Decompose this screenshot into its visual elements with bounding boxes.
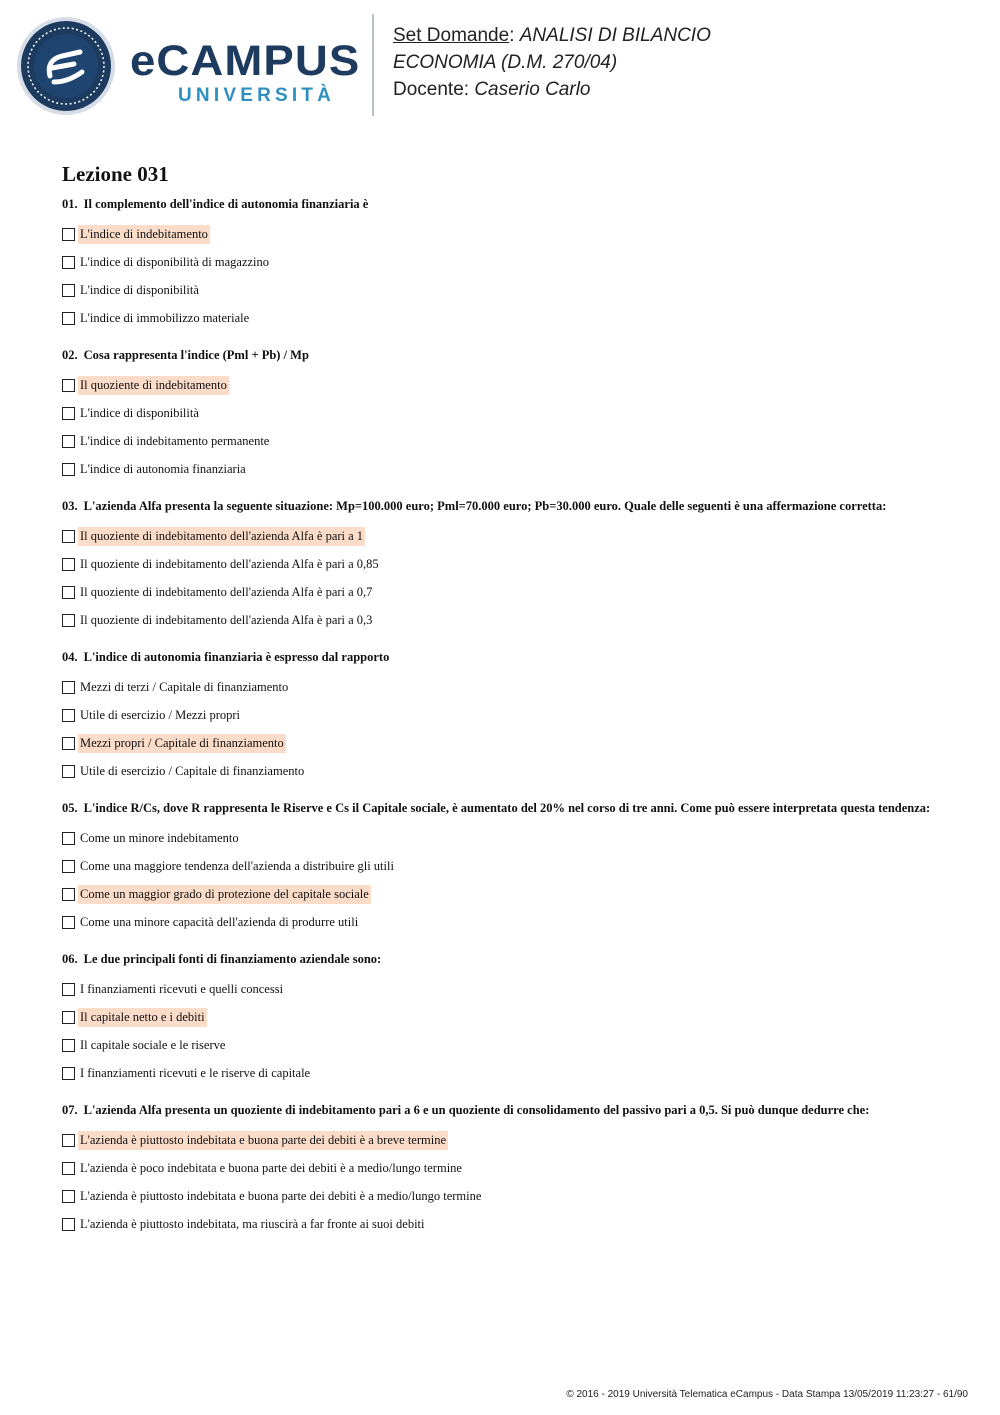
answer-option[interactable] — [62, 729, 942, 757]
answer-option[interactable] — [62, 701, 942, 729]
question-text — [62, 499, 942, 513]
answer-option[interactable] — [62, 455, 942, 483]
answer-label: L'indice di disponibilità — [80, 282, 199, 297]
question-number: 05. — [62, 801, 78, 815]
answer-option[interactable] — [62, 522, 942, 550]
answer-label: I finanziamenti ricevuti e quelli concessi — [80, 981, 284, 996]
course-line2: ECONOMIA (D.M. 270/04) — [393, 52, 618, 73]
answer-checkbox[interactable] — [62, 1190, 75, 1203]
answer-checkbox[interactable] — [62, 832, 75, 845]
answer-checkbox[interactable] — [62, 530, 75, 543]
question-prompt: L'azienda Alfa presenta un quoziente di indebitamento pari a 6 e un quoziente di consolidamento del passivo pari a 0,5. Si può dunque dedurre che: — [83, 1103, 870, 1117]
answer-option[interactable] — [62, 673, 942, 701]
question-2 — [62, 348, 942, 483]
page-footer: © 2016 - 2019 Università Telematica eCampus - Data Stampa 13/05/2019 11:23:27 - 61/90 — [566, 1389, 968, 1400]
answer-label: L'indice di indebitamento permanente — [80, 433, 270, 448]
question-prompt: Il complemento dell'indice di autonomia finanziaria è — [83, 197, 369, 211]
answer-checkbox[interactable] — [62, 1067, 75, 1080]
teacher-label: Docente: — [393, 79, 470, 100]
answer-checkbox[interactable] — [62, 860, 75, 873]
answer-checkbox[interactable] — [62, 284, 75, 297]
question-number: 04. — [62, 650, 78, 664]
answer-label: I finanziamenti ricevuti e le riserve di capitale — [80, 1065, 311, 1080]
answer-option[interactable] — [62, 1059, 942, 1087]
question-text — [62, 1103, 942, 1117]
ecampus-wordmark-logo — [130, 37, 361, 107]
answer-option[interactable] — [62, 975, 942, 1003]
teacher-name: Caserio Carlo — [474, 79, 591, 100]
answer-checkbox[interactable] — [62, 1134, 75, 1147]
set-line — [393, 22, 711, 49]
answer-label-correct: Il quoziente di indebitamento — [78, 376, 229, 395]
answer-label: Mezzi di terzi / Capitale di finanziamento — [80, 679, 289, 694]
question-6 — [62, 952, 942, 1087]
answer-checkbox[interactable] — [62, 407, 75, 420]
question-number: 06. — [62, 952, 78, 966]
question-text — [62, 348, 942, 362]
answer-option[interactable] — [62, 276, 942, 304]
answer-label: Il quoziente di indebitamento dell'azienda Alfa è pari a 0,3 — [80, 612, 373, 627]
question-5 — [62, 801, 942, 936]
answer-checkbox[interactable] — [62, 463, 75, 476]
answer-checkbox[interactable] — [62, 228, 75, 241]
teacher-line — [393, 76, 711, 103]
question-text — [62, 197, 942, 211]
question-text — [62, 952, 942, 966]
answer-label: Come una minore capacità dell'azienda di produrre utili — [80, 914, 359, 929]
answer-label: L'indice di autonomia finanziaria — [80, 461, 246, 476]
answer-label: Il quoziente di indebitamento dell'azienda Alfa è pari a 0,85 — [80, 556, 379, 571]
answer-option[interactable] — [62, 880, 942, 908]
answer-label: L'indice di immobilizzo materiale — [80, 310, 250, 325]
answer-checkbox[interactable] — [62, 256, 75, 269]
course-line1: ANALISI DI BILANCIO — [519, 25, 711, 46]
answer-option[interactable] — [62, 1182, 942, 1210]
answer-option[interactable] — [62, 852, 942, 880]
set-label: Set Domande — [393, 25, 510, 46]
lesson-title: Lezione 031 — [62, 162, 169, 186]
question-number: 01. — [62, 197, 78, 211]
header-divider — [372, 14, 374, 116]
answer-option[interactable] — [62, 1003, 942, 1031]
answer-label: Utile di esercizio / Capitale di finanziamento — [80, 763, 305, 778]
answer-option[interactable] — [62, 371, 942, 399]
answer-option[interactable] — [62, 578, 942, 606]
question-prompt: Le due principali fonti di finanziamento aziendale sono: — [83, 952, 382, 966]
question-number: 02. — [62, 348, 78, 362]
answer-label-correct: L'indice di indebitamento — [78, 225, 210, 244]
question-text — [62, 650, 942, 664]
header-info — [393, 22, 711, 103]
answer-label: L'indice di disponibilità — [80, 405, 199, 420]
answer-option[interactable] — [62, 427, 942, 455]
question-text — [62, 801, 942, 815]
question-7 — [62, 1103, 942, 1238]
answer-checkbox[interactable] — [62, 737, 75, 750]
answer-option[interactable] — [62, 248, 942, 276]
answer-label: L'azienda è poco indebitata e buona parte dei debiti è a medio/lungo termine — [80, 1160, 462, 1175]
answer-checkbox[interactable] — [62, 1162, 75, 1175]
answer-option[interactable] — [62, 908, 942, 936]
answer-label: Il quoziente di indebitamento dell'azienda Alfa è pari a 0,7 — [80, 584, 373, 599]
logo-brand-text: eCAMPUS — [130, 37, 361, 85]
answer-checkbox[interactable] — [62, 1039, 75, 1052]
answer-checkbox[interactable] — [62, 614, 75, 627]
question-prompt: L'azienda Alfa presenta la seguente situazione: Mp=100.000 euro; Pml=70.000 euro; Pb=30.000 euro. Quale delle seguenti è una affermazione corretta: — [83, 499, 887, 513]
answer-checkbox[interactable] — [62, 916, 75, 929]
answer-option[interactable] — [62, 399, 942, 427]
answer-label: Come un minore indebitamento — [80, 830, 239, 845]
answer-option[interactable] — [62, 304, 942, 332]
answer-option[interactable] — [62, 1210, 942, 1238]
question-prompt: L'indice di autonomia finanziaria è espresso dal rapporto — [83, 650, 390, 664]
question-3 — [62, 499, 942, 634]
answer-checkbox[interactable] — [62, 586, 75, 599]
answer-label-correct: Mezzi propri / Capitale di finanziamento — [78, 734, 286, 753]
question-1 — [62, 197, 942, 332]
answer-checkbox[interactable] — [62, 379, 75, 392]
answer-label: L'azienda è piuttosto indebitata, ma riuscirà a far fronte ai suoi debiti — [80, 1216, 425, 1231]
answer-option[interactable] — [62, 606, 942, 634]
answer-option[interactable] — [62, 1031, 942, 1059]
answer-option[interactable] — [62, 1154, 942, 1182]
answer-option[interactable] — [62, 824, 942, 852]
answer-checkbox[interactable] — [62, 983, 75, 996]
answer-checkbox[interactable] — [62, 681, 75, 694]
answer-label: L'azienda è piuttosto indebitata e buona parte dei debiti è a medio/lungo termine — [80, 1188, 482, 1203]
answer-option[interactable] — [62, 220, 942, 248]
question-4 — [62, 650, 942, 785]
answer-checkbox[interactable] — [62, 1011, 75, 1024]
answer-label-correct: L'azienda è piuttosto indebitata e buona parte dei debiti è a breve termine — [78, 1131, 448, 1150]
answer-label: Il capitale sociale e le riserve — [80, 1037, 226, 1052]
answer-option[interactable] — [62, 550, 942, 578]
answer-label-correct: Il capitale netto e i debiti — [78, 1008, 207, 1027]
question-prompt: L'indice R/Cs, dove R rappresenta le Riserve e Cs il Capitale sociale, è aumentato del 20% nel corso di tre anni. Come può essere interpretata questa tendenza: — [83, 801, 931, 815]
answer-checkbox[interactable] — [62, 312, 75, 325]
answer-label-correct: Il quoziente di indebitamento dell'azienda Alfa è pari a 1 — [78, 527, 365, 546]
question-prompt: Cosa rappresenta l'indice (Pml + Pb) / Mp — [83, 348, 309, 362]
logo-sub-text: UNIVERSITÀ — [178, 85, 336, 106]
set-separator: : — [509, 25, 515, 46]
question-number: 03. — [62, 499, 78, 513]
answer-checkbox[interactable] — [62, 558, 75, 571]
ecampus-seal-logo — [16, 16, 116, 116]
question-list — [62, 197, 942, 1254]
answer-checkbox[interactable] — [62, 765, 75, 778]
answer-option[interactable] — [62, 757, 942, 785]
answer-label: L'indice di disponibilità di magazzino — [80, 254, 270, 269]
answer-label: Come una maggiore tendenza dell'azienda a distribuire gli utili — [80, 858, 394, 873]
answer-checkbox[interactable] — [62, 709, 75, 722]
answer-label-correct: Come un maggior grado di protezione del capitale sociale — [78, 885, 371, 904]
answer-checkbox[interactable] — [62, 1218, 75, 1231]
answer-option[interactable] — [62, 1126, 942, 1154]
question-number: 07. — [62, 1103, 78, 1117]
answer-checkbox[interactable] — [62, 888, 75, 901]
answer-checkbox[interactable] — [62, 435, 75, 448]
answer-label: Utile di esercizio / Mezzi propri — [80, 707, 241, 722]
